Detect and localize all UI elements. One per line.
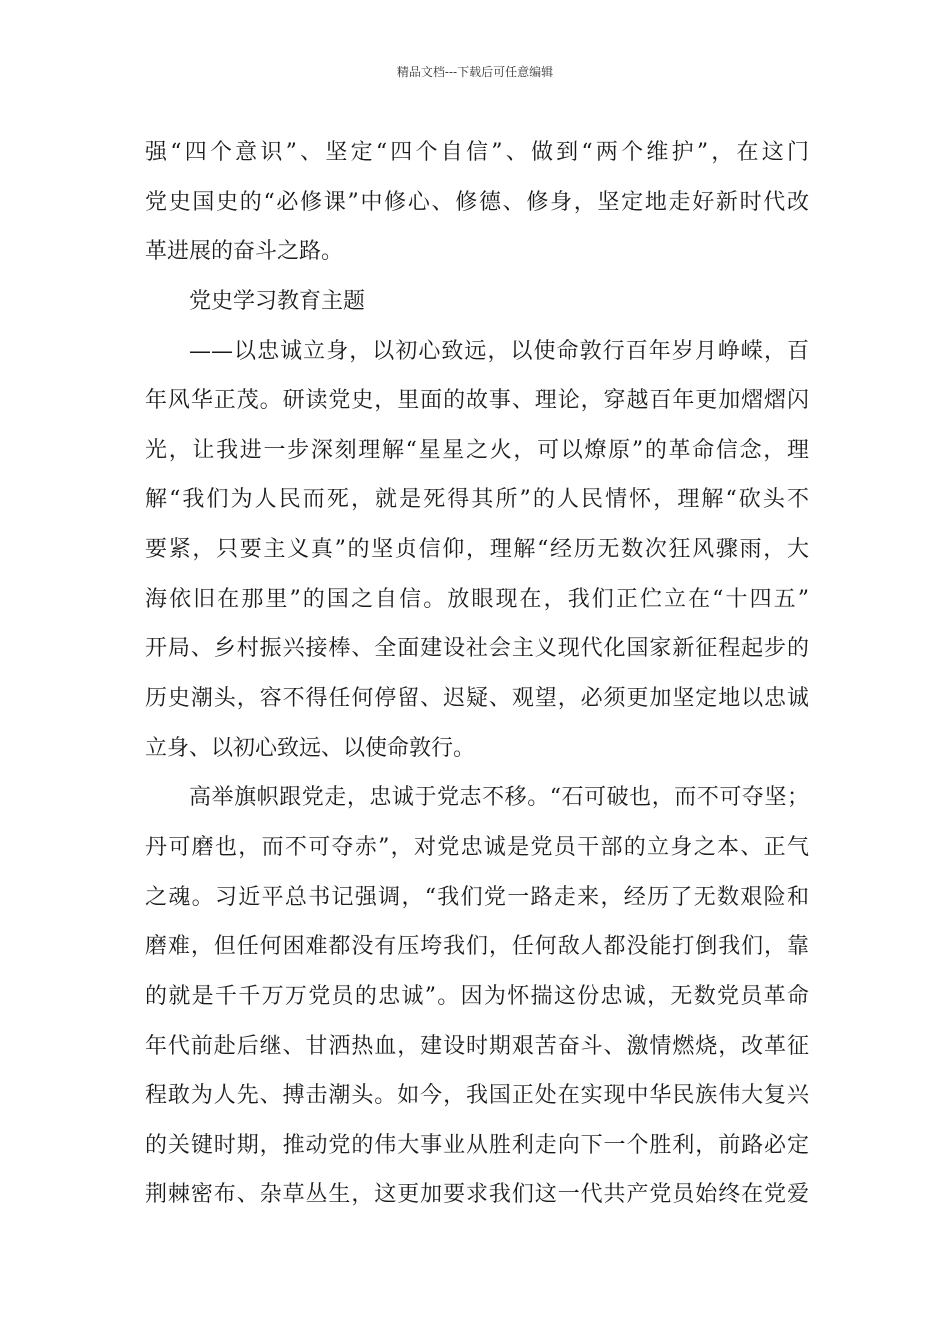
text-line: 革进展的奋斗之路。 [145, 239, 344, 265]
text-line: 海依旧在那里”的国之自信。放眼现在，我们正伫立在“十四五” [145, 586, 809, 612]
document-body [145, 128, 809, 1220]
text-line: 强“四个意识”、坚定“四个自信”、做到“两个维护”，在这门 [145, 140, 809, 165]
text-line: 光，让我进一步深刻理解“星星之火，可以燎原”的革命信念，理 [145, 437, 809, 463]
text-line: 解“我们为人民而死，就是死得其所”的人民情怀，理解“砍头不 [145, 487, 809, 513]
text-line: 要紧，只要主义真”的坚贞信仰，理解“经历无数次狂风骤雨，大 [145, 537, 809, 563]
text-line: 荆棘密布、杂草丛生，这更加要求我们这一代共产党员始终在党爱 [145, 1182, 809, 1208]
text-line: 之魂。习近平总书记强调，“我们党一路走来，经历了无数艰险和 [145, 884, 809, 910]
text-line: 党史国史的“必修课”中修心、修德、修身，坚定地走好新时代改 [145, 189, 809, 215]
text-line: ——以忠诚立身，以初心致远，以使命敦行百年岁月峥嵘，百 [189, 338, 809, 364]
text-line: 的关键时期，推动党的伟大事业从胜利走向下一个胜利，前路必定 [145, 1132, 809, 1158]
text-line: 程敢为人先、搏击潮头。如今，我国正处在实现中华民族伟大复兴 [145, 1083, 809, 1109]
text-line: 年代前赴后继、甘洒热血，建设时期艰苦奋斗、激情燃烧，改革征 [145, 1033, 809, 1059]
page-header: 精品文档---下载后可任意编辑 [396, 65, 554, 79]
text-line: 高举旗帜跟党走，忠诚于党志不移。“石可破也，而不可夺坚； [189, 785, 809, 811]
text-line: 年风华正茂。研读党史，里面的故事、理论，穿越百年更加熠熠闪 [145, 388, 809, 414]
text-line: 立身、以初心致远、以使命敦行。 [145, 735, 476, 761]
text-line: 历史潮头，容不得任何停留、迟疑、观望，必须更加坚定地以忠诚 [145, 686, 809, 712]
section-heading: 党史学习教育主题 [189, 288, 366, 314]
text-line: 开局、乡村振兴接棒、全面建设社会主义现代化国家新征程起步的 [145, 636, 809, 662]
text-line: 丹可磨也，而不可夺赤”，对党忠诚是党员干部的立身之本、正气 [145, 834, 809, 860]
text-line: 磨难，但任何困难都没有压垮我们，任何敌人都没能打倒我们，靠 [145, 934, 809, 960]
text-line: 的就是千千万万党员的忠诚”。因为怀揣这份忠诚，无数党员革命 [145, 983, 809, 1009]
